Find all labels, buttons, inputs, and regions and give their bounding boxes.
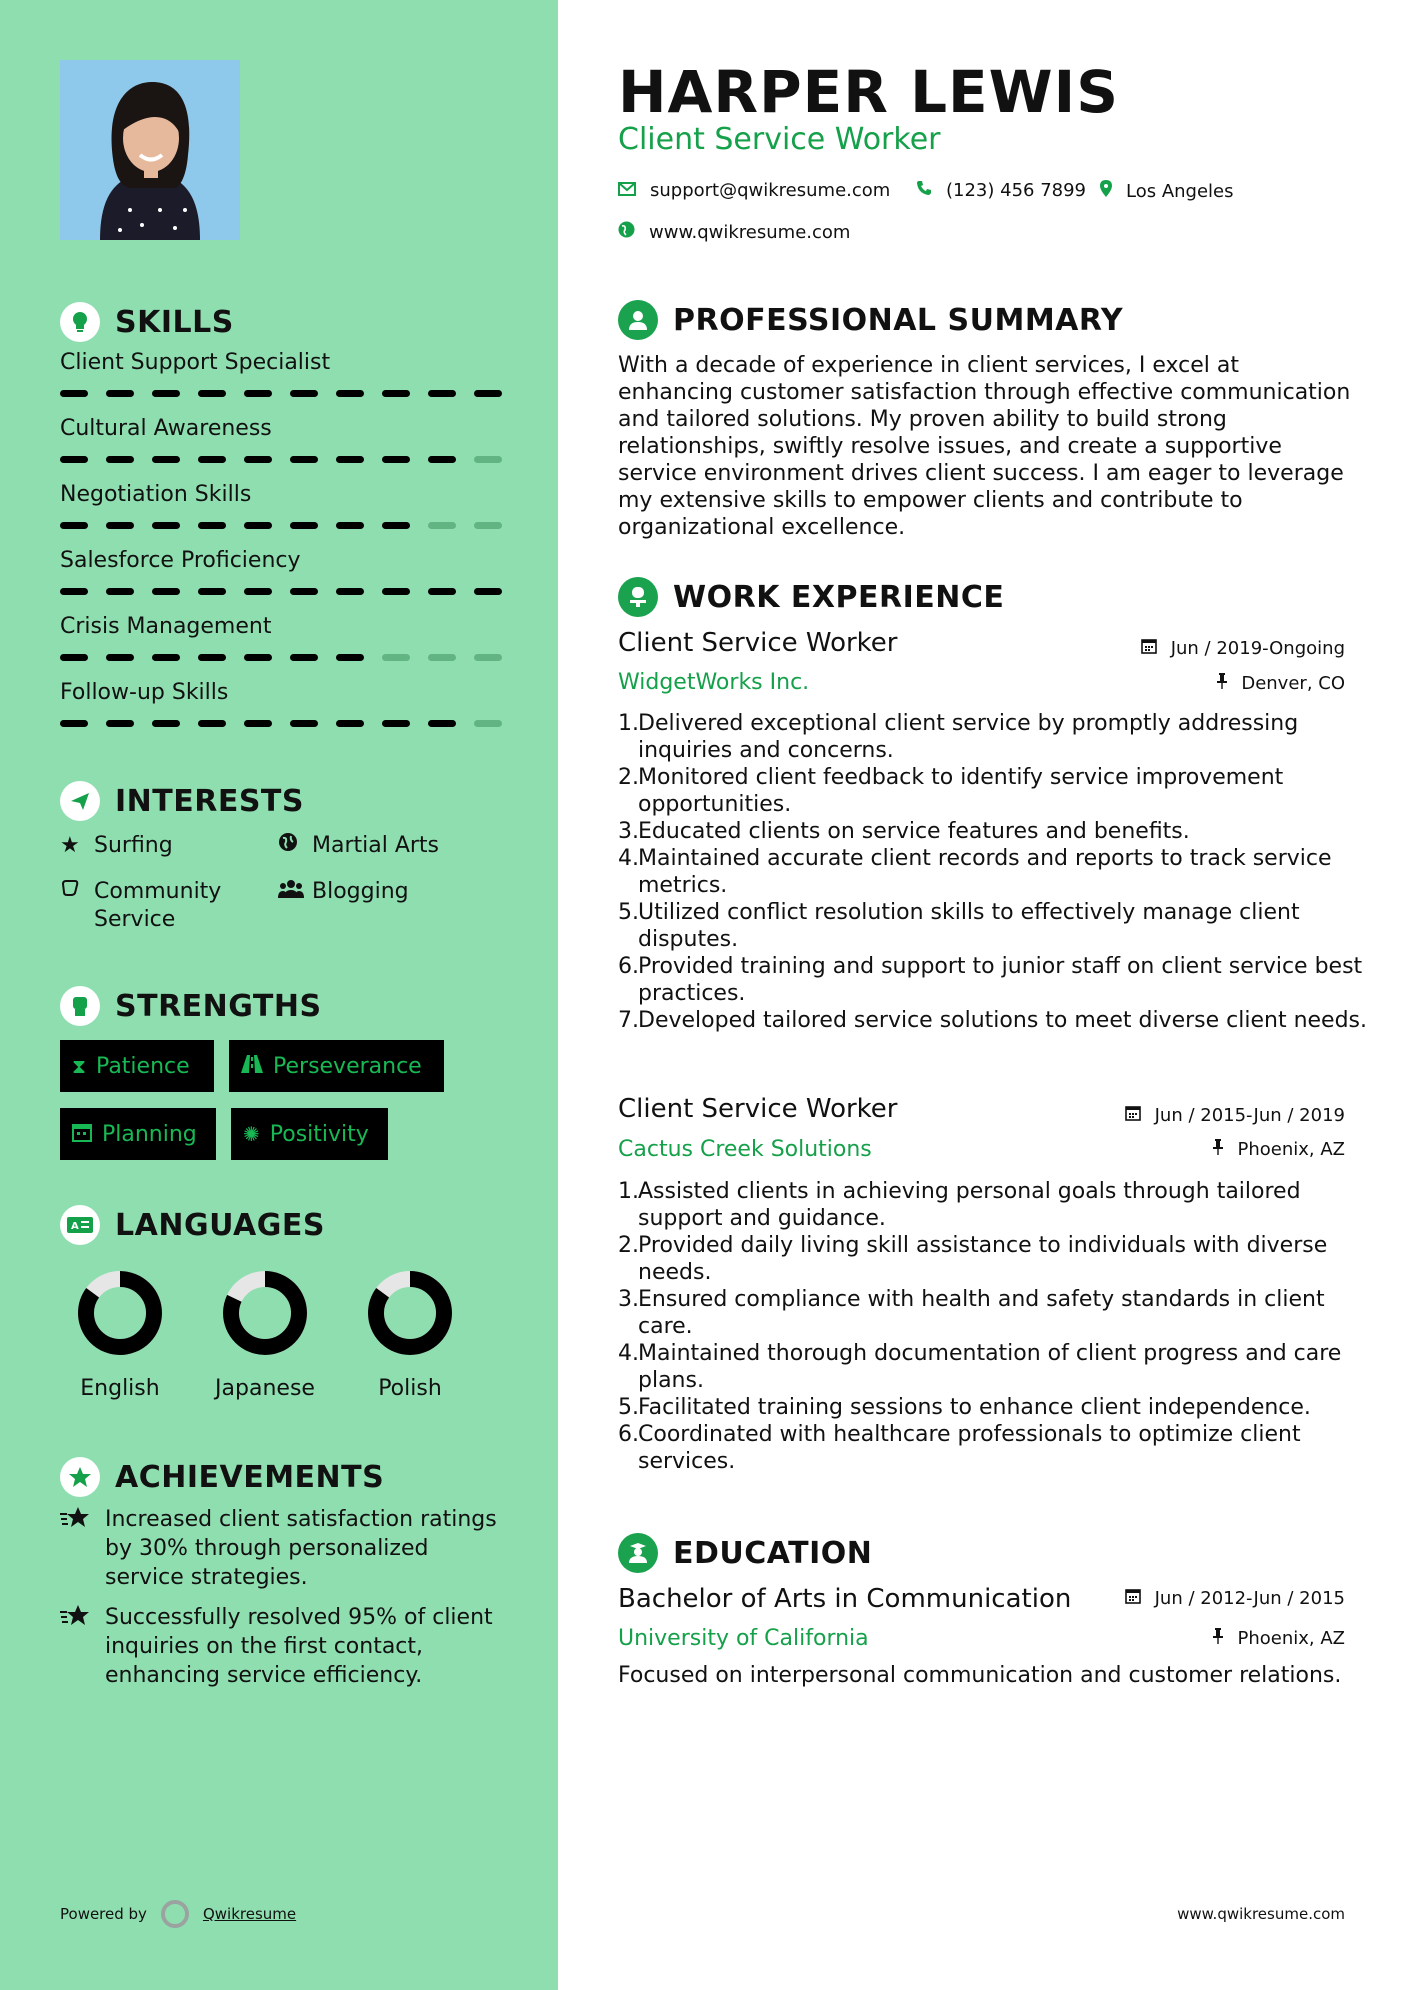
skill-dash-filled — [198, 390, 226, 397]
list-item — [618, 845, 1378, 899]
skill-dash-empty — [428, 522, 456, 529]
candidate-name: HARPER LEWIS — [618, 58, 1119, 126]
skill-dash-filled — [60, 456, 88, 463]
star-icon — [60, 1603, 105, 1690]
skill-name: Salesforce Proficiency — [60, 548, 301, 573]
list-number: 3. — [618, 1287, 639, 1312]
list-number: 2. — [618, 1233, 639, 1258]
skill-dash-filled — [106, 654, 134, 661]
strength-chip: Planning — [60, 1108, 216, 1160]
list-number: 3. — [618, 819, 639, 844]
list-item — [618, 764, 1378, 818]
job-title: Client Service Worker — [618, 628, 898, 658]
skill-dash-empty — [474, 522, 502, 529]
powered-by: Powered by Qwikresume — [60, 1900, 296, 1928]
candidate-role: Client Service Worker — [618, 122, 941, 157]
sidebar — [0, 0, 558, 1990]
skill-dash-filled — [152, 390, 180, 397]
skill-dash-filled — [198, 588, 226, 595]
skill-dash-filled — [106, 522, 134, 529]
profile-photo — [60, 60, 240, 240]
skill-dash-filled — [152, 720, 180, 727]
skill-dash-filled — [198, 522, 226, 529]
language-rings — [0, 1265, 558, 1365]
list-text: Maintained accurate client records and reports to track service metrics. — [638, 846, 1332, 898]
job-location: Denver, CO — [1216, 673, 1345, 694]
skill-dash-filled — [290, 456, 318, 463]
list-item — [618, 1286, 1378, 1340]
skill-dash-filled — [106, 720, 134, 727]
skill-dash-filled — [382, 588, 410, 595]
skill-dash-filled — [382, 522, 410, 529]
list-item — [618, 899, 1378, 953]
road-icon — [241, 1054, 263, 1078]
list-item — [618, 1421, 1378, 1475]
fist-icon — [60, 986, 100, 1026]
company-name: Cactus Creek Solutions — [618, 1137, 872, 1162]
skill-dash-filled — [244, 456, 272, 463]
skill-dash-filled — [244, 720, 272, 727]
skill-dash-empty — [382, 654, 410, 661]
list-text: Maintained thorough documentation of client progress and care plans. — [638, 1341, 1342, 1393]
skill-dash-filled — [60, 654, 88, 661]
skill-dash-filled — [244, 522, 272, 529]
skill-dash-filled — [198, 654, 226, 661]
briefcase-icon — [618, 577, 658, 617]
language-label: English — [80, 1376, 160, 1401]
skill-dash-filled — [290, 588, 318, 595]
list-text: Provided training and support to junior staff on client service best practices. — [638, 954, 1363, 1006]
job-responsibilities — [618, 1178, 1378, 1475]
skills-title: SKILLS — [115, 304, 234, 340]
hourglass-icon: ⧗ — [72, 1054, 87, 1078]
graduate-icon — [618, 1533, 658, 1573]
skill-name: Crisis Management — [60, 614, 272, 639]
skill-name: Follow-up Skills — [60, 680, 229, 705]
skill-dash-filled — [198, 720, 226, 727]
skill-dash-filled — [336, 588, 364, 595]
skill-level-bar — [60, 654, 502, 661]
footer-url[interactable]: www.qwikresume.com — [1177, 1905, 1345, 1923]
envelope-icon — [618, 181, 636, 201]
contact-email[interactable]: support@qwikresume.com — [618, 180, 890, 201]
list-number: 7. — [618, 1008, 639, 1033]
calendar-icon — [1125, 1588, 1147, 1609]
svg-text:A: A — [71, 1221, 79, 1232]
skill-dash-filled — [198, 456, 226, 463]
list-number: 1. — [618, 1179, 639, 1204]
user-icon — [618, 300, 658, 340]
calendar-icon — [72, 1122, 92, 1147]
list-text: Facilitated training sessions to enhance client independence. — [638, 1395, 1311, 1420]
list-number: 4. — [618, 846, 639, 871]
strength-chip: ⧗ Patience — [60, 1040, 214, 1092]
list-item — [618, 1232, 1378, 1286]
job-title: Client Service Worker — [618, 1094, 898, 1124]
strengths-title: STRENGTHS — [115, 988, 322, 1024]
skill-dash-filled — [336, 456, 364, 463]
degree-title: Bachelor of Arts in Communication — [618, 1584, 1072, 1614]
interest-item: Blogging — [278, 878, 409, 908]
skill-dash-filled — [106, 390, 134, 397]
strengths-heading — [60, 986, 322, 1026]
qwikresume-link[interactable]: Qwikresume — [202, 1905, 297, 1923]
language-icon — [60, 1205, 100, 1245]
achievements-title: ACHIEVEMENTS — [115, 1459, 385, 1495]
pushpin-icon — [1216, 673, 1234, 694]
contact-phone[interactable]: (123) 456 7899 — [916, 180, 1086, 201]
list-item — [618, 953, 1378, 1007]
achievement-item: Successfully resolved 95% of client inquiries on the first contact, enhancing service efficiency. — [60, 1603, 500, 1690]
summary-heading — [618, 300, 1123, 340]
skill-dash-filled — [290, 390, 318, 397]
skill-dash-filled — [244, 654, 272, 661]
skill-dash-filled — [428, 720, 456, 727]
job-responsibilities — [618, 710, 1378, 1034]
globe-icon — [618, 221, 635, 243]
education-dates: Jun / 2012-Jun / 2015 — [1125, 1588, 1345, 1609]
skill-dash-filled — [290, 720, 318, 727]
strength-chip: ✺ Positivity — [231, 1108, 388, 1160]
sun-icon: ✺ — [243, 1122, 260, 1146]
education-title: EDUCATION — [673, 1535, 873, 1571]
interests-title: INTERESTS — [115, 783, 304, 819]
experience-title: WORK EXPERIENCE — [673, 579, 1005, 615]
languages-title: LANGUAGES — [115, 1207, 325, 1243]
list-number: 5. — [618, 1395, 639, 1420]
main-content — [558, 0, 1407, 1990]
calendar-icon — [1141, 638, 1163, 659]
skill-dash-filled — [152, 456, 180, 463]
star-icon — [60, 1505, 105, 1592]
skill-level-bar — [60, 456, 502, 463]
experience-heading — [618, 577, 1004, 617]
list-item — [618, 1007, 1378, 1034]
skill-dash-filled — [382, 720, 410, 727]
list-number: 6. — [618, 954, 639, 979]
skill-level-bar — [60, 390, 502, 397]
skill-dash-filled — [428, 390, 456, 397]
skill-dash-filled — [106, 588, 134, 595]
skill-dash-filled — [474, 588, 502, 595]
skill-dash-filled — [382, 456, 410, 463]
list-number: 2. — [618, 765, 639, 790]
education-description: Focused on interpersonal communication and customer relations. — [618, 1663, 1342, 1688]
skill-level-bar — [60, 588, 502, 595]
list-item — [618, 1394, 1378, 1421]
map-pin-icon — [1100, 180, 1112, 202]
list-number: 5. — [618, 900, 639, 925]
list-text: Provided daily living skill assistance to individuals with diverse needs. — [638, 1233, 1328, 1285]
skill-dash-filled — [106, 456, 134, 463]
calendar-icon — [1125, 1105, 1147, 1126]
interest-item: Community Service — [60, 878, 260, 934]
interests-heading — [60, 781, 304, 821]
interest-item: ★ Surfing — [60, 833, 173, 858]
skill-dash-filled — [60, 720, 88, 727]
skill-level-bar — [60, 522, 502, 529]
job-location: Phoenix, AZ — [1212, 1139, 1345, 1160]
achievement-item: Increased client satisfaction ratings by 30% through personalized service strategies. — [60, 1505, 500, 1592]
skill-dash-filled — [152, 522, 180, 529]
interest-item: Martial Arts — [278, 832, 439, 860]
hand-icon — [60, 878, 94, 906]
list-number: 1. — [618, 711, 639, 736]
skill-dash-filled — [60, 390, 88, 397]
skill-dash-empty — [428, 654, 456, 661]
list-text: Delivered exceptional client service by promptly addressing inquiries and concerns. — [638, 711, 1299, 763]
users-icon — [278, 878, 312, 908]
list-text: Educated clients on service features and benefits. — [638, 819, 1190, 844]
award-star-icon — [60, 1457, 100, 1497]
job-dates: Jun / 2015-Jun / 2019 — [1125, 1105, 1345, 1126]
list-text: Assisted clients in achieving personal goals through tailored support and guidance. — [638, 1179, 1301, 1231]
star-icon: ★ — [60, 833, 80, 858]
skill-name: Client Support Specialist — [60, 350, 331, 375]
skill-level-bar — [60, 720, 502, 727]
list-number: 4. — [618, 1341, 639, 1366]
summary-text: With a decade of experience in client services, I excel at enhancing customer satisfaction through effective communication and tailored solutions. My proven ability to build strong relationships, swiftly resolve issues, and create a supportive service environment drives client success. I am eager to leverage my extensive skills to empower clients and contribute to organizational excellence. — [618, 353, 1351, 540]
skill-dash-filled — [336, 720, 364, 727]
skill-dash-filled — [336, 654, 364, 661]
list-item — [618, 1340, 1378, 1394]
contact-location: Los Angeles — [1100, 180, 1234, 202]
strength-chip: Perseverance — [229, 1040, 444, 1092]
skill-dash-empty — [474, 456, 502, 463]
achievements-heading — [60, 1457, 384, 1497]
paper-plane-icon — [60, 781, 100, 821]
contact-website[interactable]: www.qwikresume.com — [618, 221, 850, 243]
skill-dash-filled — [290, 654, 318, 661]
list-text: Developed tailored service solutions to meet diverse client needs. — [638, 1008, 1367, 1033]
list-text: Monitored client feedback to identify service improvement opportunities. — [638, 765, 1284, 817]
skill-name: Cultural Awareness — [60, 416, 272, 441]
language-label: Japanese — [215, 1376, 315, 1401]
list-item — [618, 1178, 1378, 1232]
skill-dash-filled — [336, 522, 364, 529]
job-dates: Jun / 2019-Ongoing — [1141, 638, 1345, 659]
skill-dash-empty — [474, 720, 502, 727]
skill-dash-filled — [290, 522, 318, 529]
pushpin-icon — [1212, 1139, 1230, 1160]
skill-dash-filled — [428, 588, 456, 595]
list-item — [618, 710, 1378, 764]
list-item — [618, 818, 1378, 845]
skill-dash-filled — [428, 456, 456, 463]
school-name: University of California — [618, 1626, 869, 1651]
skill-name: Negotiation Skills — [60, 482, 252, 507]
skill-dash-filled — [152, 588, 180, 595]
skill-dash-filled — [244, 588, 272, 595]
phone-icon — [916, 180, 932, 201]
skill-dash-filled — [336, 390, 364, 397]
pushpin-icon — [1212, 1628, 1230, 1649]
list-text: Ensured compliance with health and safety standards in client care. — [638, 1287, 1325, 1339]
skills-heading — [60, 302, 234, 342]
qwikresume-logo-icon — [161, 1900, 189, 1928]
list-text: Coordinated with healthcare professionals to optimize client services. — [638, 1422, 1301, 1474]
list-number: 6. — [618, 1422, 639, 1447]
skill-dash-filled — [244, 390, 272, 397]
education-location: Phoenix, AZ — [1212, 1628, 1345, 1649]
list-text: Utilized conflict resolution skills to effectively manage client disputes. — [638, 900, 1300, 952]
skill-dash-filled — [60, 588, 88, 595]
globe-icon — [278, 832, 312, 860]
skill-dash-filled — [382, 390, 410, 397]
education-heading — [618, 1533, 872, 1573]
skill-dash-filled — [474, 390, 502, 397]
summary-title: PROFESSIONAL SUMMARY — [673, 302, 1124, 338]
language-label: Polish — [378, 1376, 442, 1401]
languages-heading — [60, 1205, 325, 1245]
lightbulb-icon — [60, 302, 100, 342]
skill-dash-filled — [152, 654, 180, 661]
skill-dash-filled — [60, 522, 88, 529]
skill-dash-empty — [474, 654, 502, 661]
company-name: WidgetWorks Inc. — [618, 670, 810, 695]
